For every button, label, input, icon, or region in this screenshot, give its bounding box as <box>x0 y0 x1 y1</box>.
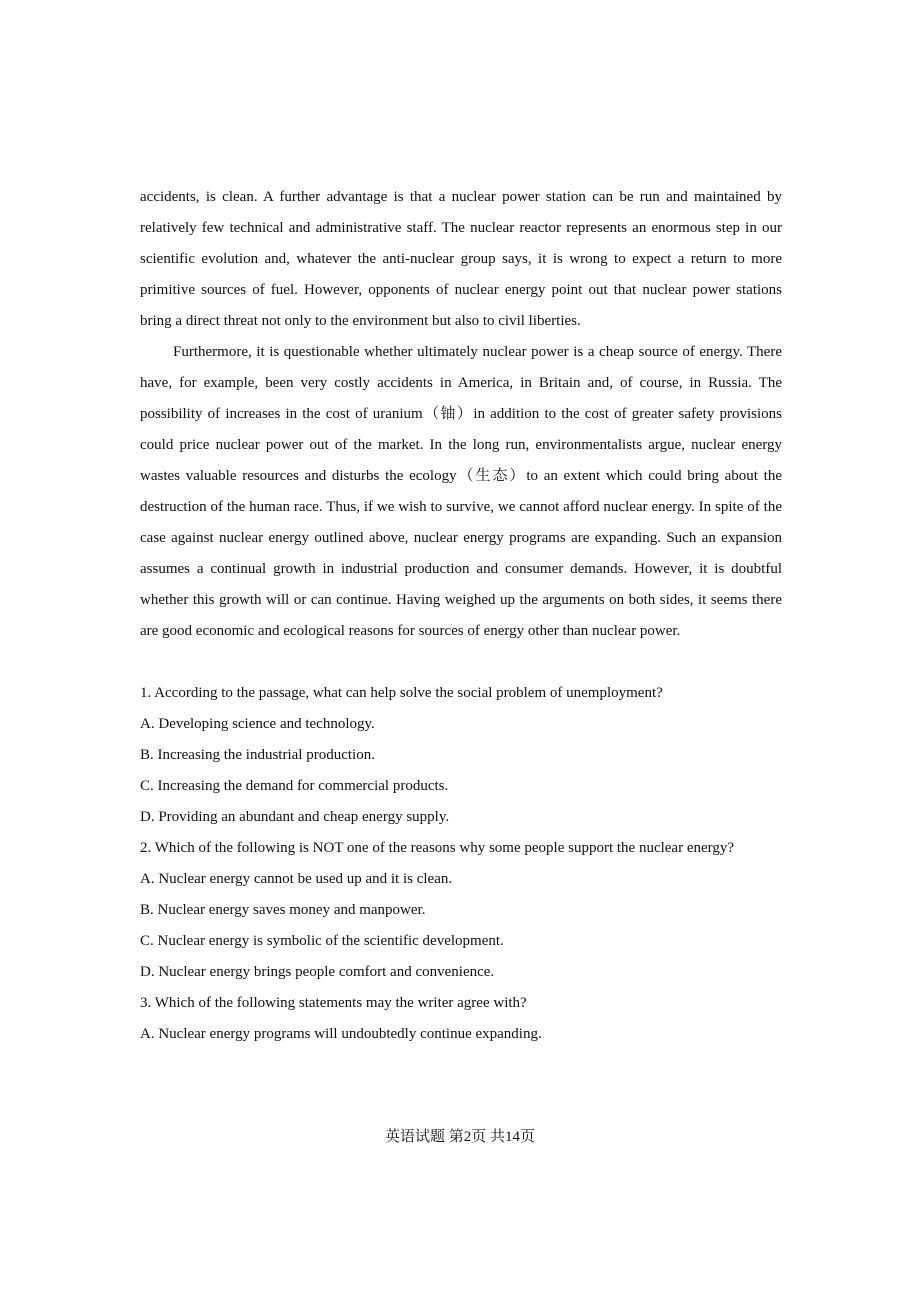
question-2-option-a: A. Nuclear energy cannot be used up and it is clean. <box>140 871 453 887</box>
question-1-option-d: D. Providing an abundant and cheap energy supply. <box>140 809 450 825</box>
page-footer: 英语试题 第2页 共14页 <box>384 1129 535 1145</box>
question-list <box>140 678 782 1050</box>
passage-paragraph-1: accidents, is clean. A further advantage is that a nuclear power station can be run and maintained by relatively few technical and administrative staff. The nuclear reactor represents an enormous step in our scientific evolution and, whatever the anti-nuclear group says, it is wrong to expect a return to more primitive sources of fuel. However, opponents of nuclear energy point out that nuclear power stations bring a direct threat not only to the environment but also to civil liberties. <box>140 189 782 329</box>
question-2-option-c: C. Nuclear energy is symbolic of the scientific development. <box>140 933 504 949</box>
question-2-option-d: D. Nuclear energy brings people comfort and convenience. <box>140 964 495 980</box>
question-3-option-a: A. Nuclear energy programs will undoubtedly continue expanding. <box>140 1026 542 1042</box>
question-1-option-a: A. Developing science and technology. <box>140 716 375 732</box>
passage-paragraph-2: Furthermore, it is questionable whether ultimately nuclear power is a cheap source of energy. There have, for example, been very costly accidents in America, in Britain and, of course, in Russia. The possibility of increases in the cost of uranium（铀）in addition to the cost of greater safety provisions could price nuclear power out of the market. In the long run, environmentalists argue, nuclear energy wastes valuable resources and disturbs the ecology（生态）to an extent which could bring about the destruction of the human race. Thus, if we wish to survive, we cannot afford nuclear energy. In spite of the case against nuclear energy outlined above, nuclear energy programs are expanding. Such an expansion assumes a continual growth in industrial production and consumer demands. However, it is doubtful whether this growth will or can continue. Having weighed up the arguments on both sides, it seems there are good economic and ecological reasons for sources of energy other than nuclear power. <box>140 344 782 639</box>
question-1-option-b: B. Increasing the industrial production. <box>140 747 375 763</box>
question-2-stem: 2. Which of the following is NOT one of the reasons why some people support the nuclear energy? <box>140 840 735 856</box>
question-1-option-c: C. Increasing the demand for commercial products. <box>140 778 449 794</box>
question-1-stem: 1. According to the passage, what can help solve the social problem of unemployment? <box>140 685 663 701</box>
page-content <box>140 182 782 1050</box>
question-2-option-b: B. Nuclear energy saves money and manpower. <box>140 902 426 918</box>
question-3-stem: 3. Which of the following statements may the writer agree with? <box>140 995 527 1011</box>
